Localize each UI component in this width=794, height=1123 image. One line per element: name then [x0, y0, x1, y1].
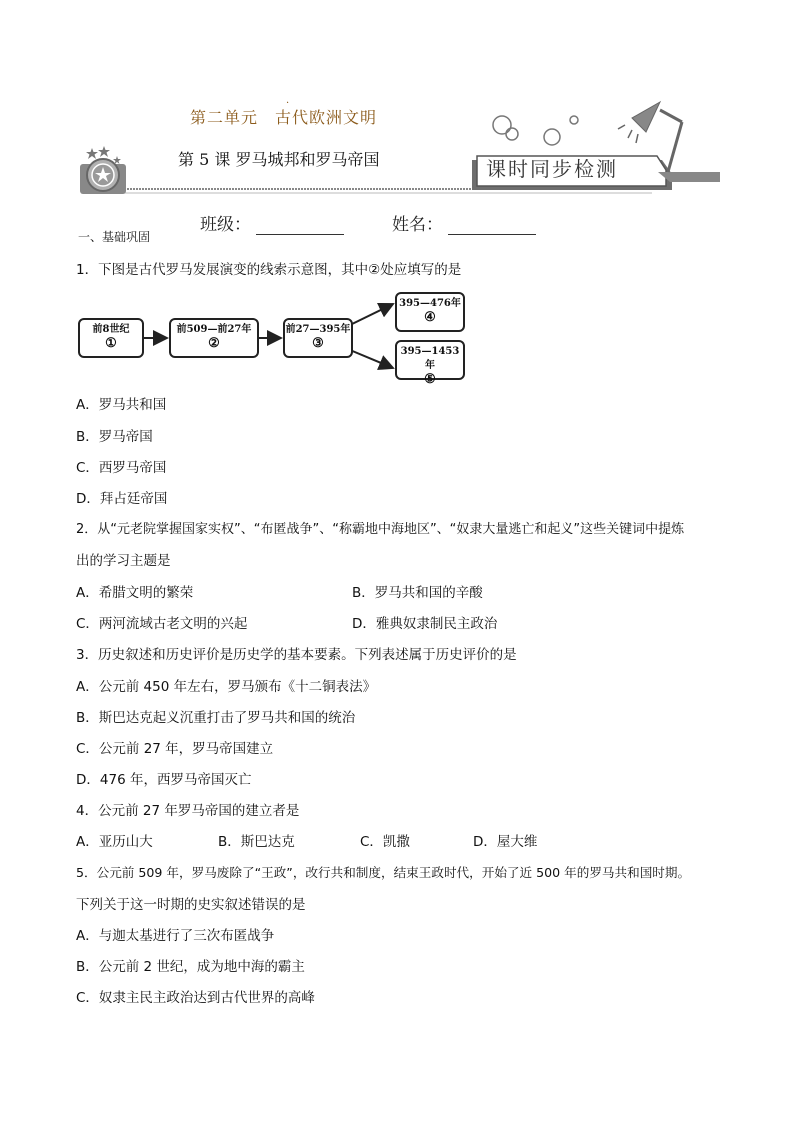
q2-option-a[interactable]: A．希腊文明的繁荣 [76, 585, 194, 601]
banner-decoration [72, 92, 722, 202]
q5-option-a[interactable]: A．与迦太基进行了三次布匿战争 [76, 928, 275, 944]
box-1-period: 前8世纪 [92, 324, 130, 335]
timeline-box-3 [283, 318, 353, 358]
box-3-mark: ③ [312, 336, 324, 351]
unit-title: 第二单元 古代欧洲文明 [190, 108, 378, 127]
q2-option-d[interactable]: D．雅典奴隶制民主政治 [352, 616, 498, 632]
section-heading: 一、基础巩固 [78, 230, 151, 244]
q5-option-c[interactable]: C．奴隶主民主政治达到古代世界的高峰 [76, 990, 315, 1006]
class-label: 班级： [200, 215, 251, 235]
q2-option-b[interactable]: B．罗马共和国的辛酸 [352, 585, 483, 601]
dot-mark: · [286, 98, 290, 109]
q3-option-c[interactable]: C．公元前 27 年，罗马帝国建立 [76, 741, 274, 757]
class-field [200, 210, 344, 235]
q5-option-b[interactable]: B．公元前 2 世纪，成为地中海的霸主 [76, 959, 305, 975]
q4-option-c[interactable]: C．凯撒 [360, 834, 410, 850]
name-field [392, 210, 536, 235]
box-2-period: 前509—前27年 [176, 324, 252, 335]
q5-stem-line1: 5．公元前 509 年，罗马废除了“王政”，改行共和制度，结束王政时代，开始了近 500 年的罗马共和国时期。 [76, 865, 691, 880]
q3-option-b[interactable]: B．斯巴达克起义沉重打击了罗马共和国的统治 [76, 710, 356, 726]
q3-option-d[interactable]: D．476 年，西罗马帝国灭亡 [76, 772, 252, 788]
q3-stem: 3．历史叙述和历史评价是历史学的基本要素。下列表述属于历史评价的是 [76, 647, 517, 663]
box-5-period: 395—1453年 [400, 346, 460, 371]
timeline-box-2 [169, 318, 259, 358]
q1-option-d[interactable]: D．拜占廷帝国 [76, 491, 168, 507]
q5-stem-line2: 下列关于这一时期的史实叙述错误的是 [76, 897, 306, 913]
q3-option-a[interactable]: A．公元前 450 年左右，罗马颁布《十二铜表法》 [76, 679, 377, 695]
q1-option-b[interactable]: B．罗马帝国 [76, 429, 153, 445]
lesson-title: 第 5 课 罗马城邦和罗马帝国 [178, 150, 380, 169]
box-1-mark: ① [105, 336, 117, 351]
q2-option-c[interactable]: C．两河流域古老文明的兴起 [76, 616, 248, 632]
name-blank[interactable] [448, 216, 536, 235]
q4-option-a[interactable]: A．亚历山大 [76, 834, 153, 850]
sync-test-stamp: 课时同步检测 [486, 157, 618, 181]
box-3-period: 前27—395年 [285, 324, 351, 335]
star-badge-icon [80, 146, 126, 194]
timeline-box-1 [78, 318, 144, 358]
class-blank[interactable] [256, 216, 344, 235]
arrow-3-4 [350, 304, 393, 325]
name-label: 姓名： [392, 215, 443, 235]
q1-option-c[interactable]: C．西罗马帝国 [76, 460, 167, 476]
q4-stem: 4．公元前 27 年罗马帝国的建立者是 [76, 803, 300, 819]
box-4-mark: ④ [424, 310, 436, 325]
box-4-period: 395—476年 [399, 298, 461, 309]
timeline-box-4 [395, 292, 465, 332]
bubbles-decoration [493, 116, 578, 145]
box-5-mark: ⑤ [424, 372, 436, 387]
timeline-box-5 [395, 340, 465, 387]
q1-option-a[interactable]: A．罗马共和国 [76, 397, 167, 413]
q4-option-b[interactable]: B．斯巴达克 [218, 834, 295, 850]
box-2-mark: ② [208, 336, 220, 351]
q4-option-d[interactable]: D．屋大维 [473, 834, 538, 850]
q2-stem-line2: 出的学习主题是 [76, 553, 171, 569]
q1-stem: 1．下图是古代罗马发展演变的线索示意图，其中②处应填写的是 [76, 262, 462, 278]
arrow-3-5 [350, 350, 393, 368]
q2-stem-line1: 2．从“元老院掌握国家实权”、“布匿战争”、“称霸地中海地区”、“奴隶大量逃亡和起义”这些关键词中提炼 [76, 522, 685, 537]
